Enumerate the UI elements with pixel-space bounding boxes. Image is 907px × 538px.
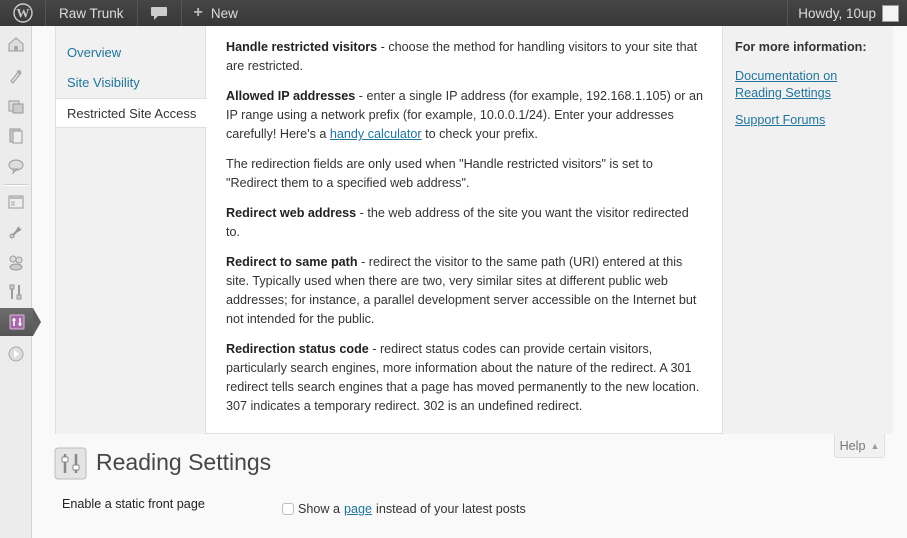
comments-icon[interactable] — [138, 0, 182, 26]
settings-page-icon — [54, 447, 87, 480]
help-paragraph — [226, 38, 706, 76]
help-toggle-button[interactable] — [834, 434, 885, 458]
contextual-help-panel — [55, 26, 893, 434]
help-text: - redirect the visitor to the same path (URI) entered at this site. Typically used when there are two, very similar sites at different public web addresses; for instance, a parallel development server accessible on the Internet but not intended for the public. — [226, 255, 697, 326]
help-text: - redirect status codes can provide certain visitors, particularly search engines, more information about the nature of the redirect. A 301 redirect tells search engines that a page has moved permanently to the new location. 307 indicates a temporary redirect. 302 is an undefined redirect. — [226, 342, 700, 413]
tab-restricted-site-access[interactable]: Restricted Site Access — [56, 98, 207, 128]
collapse-menu-icon[interactable] — [0, 340, 32, 368]
tab-overview[interactable]: Overview — [67, 45, 122, 60]
show-page-checkbox[interactable] — [282, 503, 294, 515]
help-paragraph — [226, 204, 706, 242]
appearance-icon[interactable] — [0, 188, 32, 216]
new-content-button[interactable] — [182, 0, 250, 26]
page-title: Reading Settings — [96, 449, 272, 475]
help-paragraph — [226, 155, 706, 193]
help-term: Handle restricted visitors — [226, 40, 378, 54]
admin-bar — [0, 0, 907, 26]
menu-separator — [4, 184, 28, 186]
help-paragraph — [226, 340, 706, 416]
documentation-link[interactable]: Documentation on Reading Settings — [735, 69, 838, 100]
settings-icon[interactable] — [0, 308, 33, 336]
help-paragraph — [226, 253, 706, 329]
option-prefix: Show a — [298, 502, 341, 516]
site-name-link[interactable]: Raw Trunk — [46, 0, 138, 26]
help-text: The redirection fields are only used when "Handle restricted visitors" is set to "Redirect them to a specified web address". — [226, 157, 653, 190]
help-sidebar-title: For more information: — [735, 40, 867, 54]
pages-icon[interactable] — [0, 122, 32, 150]
help-tabs — [56, 26, 206, 434]
arrow-up-icon: ▲ — [870, 440, 880, 451]
page-link[interactable]: page — [344, 502, 373, 516]
help-term: Redirection status code — [226, 342, 369, 356]
plugins-icon[interactable] — [0, 218, 32, 246]
plus-icon: + — [193, 4, 203, 21]
help-paragraph — [226, 87, 706, 144]
support-forums-link[interactable]: Support Forums — [735, 113, 826, 127]
new-label: New — [210, 5, 238, 21]
dashboard-icon[interactable] — [0, 30, 32, 58]
svg-text:W: W — [16, 5, 29, 21]
help-text: - the web address of the site you want the visitor redirected to. — [226, 206, 689, 239]
help-button-label: Help — [839, 438, 866, 453]
static-front-page-label: Enable a static front page — [62, 497, 205, 511]
help-text: - enter a single IP address (for example, 192.168.1.105) or an IP range using a network prefix (for example, 10.0.0.1/24). Enter your addresses carefully! Here's a — [226, 89, 703, 141]
help-sidebar — [722, 26, 893, 434]
help-text: - choose the method for handling visitors to your site that are restricted. — [226, 40, 698, 73]
my-account-menu[interactable] — [787, 0, 907, 26]
help-tab-content — [226, 38, 706, 427]
howdy-label: Howdy, 10up — [798, 5, 876, 21]
option-suffix: instead of your latest posts — [376, 502, 526, 516]
avatar — [882, 5, 899, 22]
help-text: to check your prefix. — [421, 127, 538, 141]
tools-icon[interactable] — [0, 278, 32, 306]
admin-menu — [0, 26, 32, 538]
help-term: Redirect web address — [226, 206, 357, 220]
handy-calculator-link[interactable]: handy calculator — [329, 127, 422, 141]
posts-icon[interactable] — [0, 62, 32, 90]
wordpress-logo-icon[interactable] — [0, 0, 46, 26]
media-icon[interactable] — [0, 92, 32, 120]
help-term: Redirect to same path — [226, 255, 358, 269]
static-front-page-option — [282, 502, 526, 516]
users-icon[interactable] — [0, 248, 32, 276]
comments-icon[interactable] — [0, 152, 32, 180]
tab-site-visibility[interactable]: Site Visibility — [67, 75, 140, 90]
help-term: Allowed IP addresses — [226, 89, 356, 103]
